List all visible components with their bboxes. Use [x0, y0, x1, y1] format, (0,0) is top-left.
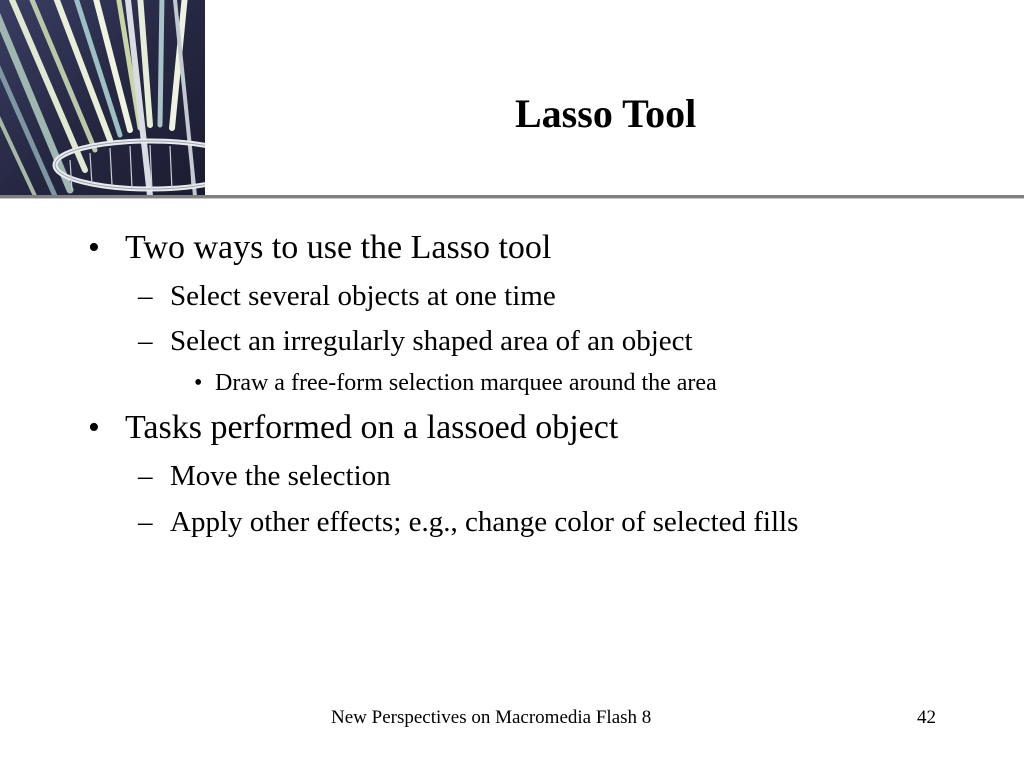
sub-bullet-item: Move the selection	[170, 460, 391, 492]
header-photo	[0, 0, 205, 196]
sub-sub-bullet-marker: •	[194, 370, 203, 396]
slide-footer: New Perspectives on Macromedia Flash 8	[331, 707, 652, 728]
bullet-marker: •	[88, 409, 100, 446]
sub-bullet-marker: –	[138, 280, 153, 312]
sub-bullet-item: Select an irregularly shaped area of an object	[170, 325, 693, 357]
bullet-item: Two ways to use the Lasso tool	[125, 229, 552, 266]
bullet-item: Tasks performed on a lassoed object	[125, 409, 619, 446]
sub-bullet-marker: –	[138, 460, 153, 492]
title-divider-shadow	[0, 198, 1024, 199]
page-number: 42	[917, 707, 936, 728]
slide-title: Lasso Tool	[515, 91, 697, 136]
glass-tube-sculpture-image	[0, 0, 205, 196]
bullet-marker: •	[88, 229, 100, 266]
sub-sub-bullet-item: Draw a free-form selection marquee around the area	[215, 370, 717, 396]
sub-bullet-marker: –	[138, 506, 153, 538]
sub-bullet-item: Apply other effects; e.g., change color of selected fills	[170, 506, 799, 538]
sub-bullet-item: Select several objects at one time	[170, 280, 556, 312]
sub-bullet-marker: –	[138, 325, 153, 357]
